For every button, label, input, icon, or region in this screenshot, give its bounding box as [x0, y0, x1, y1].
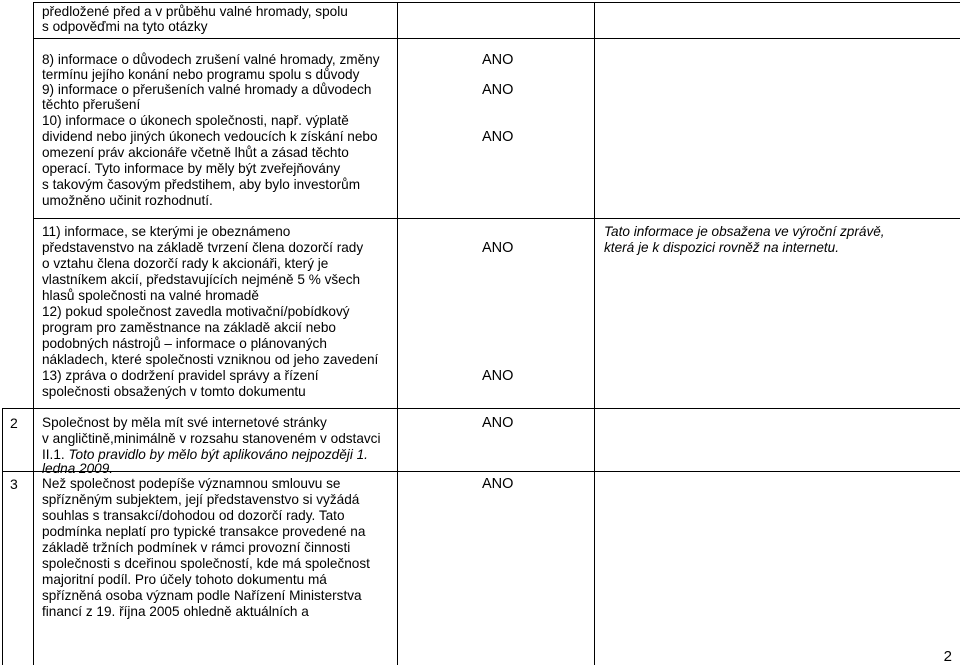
row-text-line: ledna 2009.	[42, 461, 114, 476]
row-text-italic-segment: Toto pravidlo by mělo být aplikováno nejpozději 1.	[64, 447, 368, 462]
row-text-line: majoritní podíl. Pro účely tohoto dokumentu má	[42, 572, 327, 587]
row-text-line: dividend nebo jiných úkonech vedoucích k získání nebo	[42, 129, 378, 144]
row-text-line: 9) informace o přerušeních valné hromady a důvodech	[42, 82, 372, 97]
row-text-line: v angličtině,minimálně v rozsahu stanoveném v odstavci	[42, 431, 381, 446]
row-text-line: 13) zpráva o dodržení pravidel správy a řízení	[42, 368, 319, 383]
comment-line: která je k dispozici rovněž na internetu.	[604, 240, 839, 255]
col-divider-text	[397, 2, 398, 665]
page-number: 2	[943, 648, 952, 665]
answer-value: ANO	[482, 129, 514, 145]
row-text-line: program pro zaměstnance na základě akcií nebo	[42, 320, 336, 335]
row-text-line: společnosti obsažených v tomto dokumentu	[42, 384, 306, 399]
row-text-line: předložené před a v průběhu valné hromady, spolu	[42, 4, 348, 19]
col-divider-answer	[594, 2, 595, 665]
row-text-line: podobných nástrojů – informace o plánovaných	[42, 336, 327, 351]
row-text-line: společnosti s dceřinou společností, kde má společnost	[42, 556, 370, 571]
row-text-line: představenstvo na základě tvrzení člena dozorčí rady	[42, 240, 364, 255]
answer-value: ANO	[482, 476, 514, 492]
row-text-line: souhlas s transakcí/dohodou od dozorčí rady. Tato	[42, 508, 345, 523]
row-text-line: umožněno učinit rozhodnutí.	[42, 193, 213, 208]
answer-value: ANO	[482, 82, 514, 98]
row-text-segment: II.1.	[42, 447, 65, 462]
row-text-line: 12) pokud společnost zavedla motivační/pobídkový	[42, 304, 350, 319]
row-text-line: termínu jejího konání nebo programu spolu s důvody	[42, 67, 360, 82]
row-number: 2	[10, 415, 18, 431]
row-divider-4	[2, 471, 960, 472]
answer-value: ANO	[482, 52, 514, 68]
row-text-line: s odpověďmi na tyto otázky	[42, 19, 208, 34]
row-text-line: spřízněným subjektem, její představenstvo si vyžádá	[42, 492, 360, 507]
row-text-line: vlastníkem akcií, představujících nejméně 5 % všech	[42, 272, 361, 287]
table-top-border	[33, 2, 960, 3]
row-text-line: podmínka neplatí pro typické transakce provedené na	[42, 524, 366, 539]
row-text-line: o vztahu člena dozorčí rady k akcionáři, který je	[42, 256, 329, 271]
row-text-line: těchto přerušení	[42, 97, 141, 112]
row-number: 3	[10, 476, 18, 492]
row-divider-2	[33, 218, 960, 219]
row-text-line: omezení práv akcionáře včetně lhůt a zásad těchto	[42, 145, 349, 160]
comment-line: Tato informace je obsažena ve výroční zprávě,	[604, 224, 885, 239]
row-text-line: nákladech, které společnosti vzniknou od jeho zavedení	[42, 352, 379, 367]
col-divider-number	[33, 2, 34, 665]
row-text-line: spřízněná osoba význam podle Nařízení Ministerstva	[42, 588, 362, 603]
row-text-line: hlasů společnosti na valné hromadě	[42, 288, 259, 303]
row-divider-3	[2, 408, 960, 409]
row-text-line: základě tržních podmínek v rámci provozní činnosti	[42, 540, 351, 555]
row-text-line: 11) informace, se kterými je obeznámeno	[42, 224, 291, 239]
row-divider-1	[33, 38, 960, 39]
col-divider-left-edge	[2, 408, 3, 665]
answer-value: ANO	[482, 240, 514, 256]
row-text-line: Společnost by měla mít své internetové stránky	[42, 415, 327, 430]
row-text-line: s takovým časovým předstihem, aby bylo investorům	[42, 177, 361, 192]
row-text-line: 8) informace o důvodech zrušení valné hromady, změny	[42, 52, 380, 67]
row-text-line: 10) informace o úkonech společnosti, např. výplatě	[42, 113, 349, 128]
row-text-line: financí z 19. října 2005 ohledně aktuálních a	[42, 604, 309, 619]
answer-value: ANO	[482, 368, 514, 384]
answer-value: ANO	[482, 415, 514, 431]
row-text-line: operací. Tyto informace by měly být zveřejňovány	[42, 161, 341, 176]
row-text-line: Než společnost podepíše významnou smlouvu se	[42, 476, 341, 491]
